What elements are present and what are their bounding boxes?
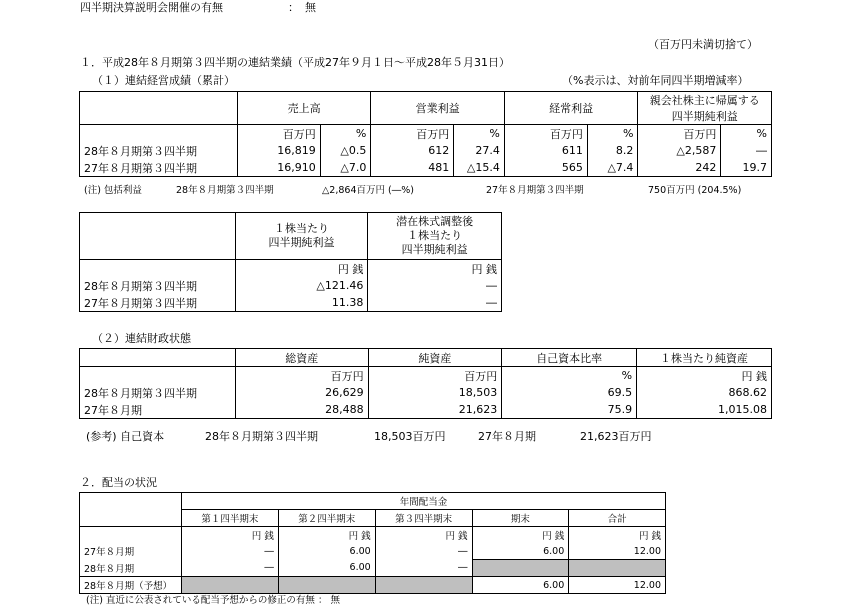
- value-cell: 12.00: [569, 577, 666, 594]
- value-cell: 16,910: [237, 159, 320, 177]
- header-diluted-eps-line3: 四半期純利益: [401, 243, 468, 256]
- table-row: [80, 384, 772, 401]
- value-cell: 18,503: [368, 384, 502, 401]
- section1-title: １．平成28年８月期第３四半期の連結業績（平成27年９月１日～平成28年５月31日）: [80, 56, 510, 69]
- value-cell: 6.00: [278, 543, 375, 560]
- percent-note: （%表示は、対前年同四半期増減率）: [562, 74, 749, 87]
- note-value-2: 750百万円 (204.5%): [648, 185, 742, 196]
- value-cell: △121.46: [235, 277, 368, 294]
- header-diluted-eps-line2: １株当たり: [407, 229, 463, 242]
- shaded-cell: [278, 577, 375, 594]
- value-cell: ―: [721, 142, 772, 159]
- value-cell: 565: [504, 159, 587, 177]
- table-row: [80, 560, 666, 577]
- table-row: [80, 159, 772, 177]
- header-operating-income: 営業利益: [371, 92, 505, 125]
- header-eps: [235, 213, 368, 260]
- briefing-value: 無: [305, 1, 316, 14]
- operating-results-table: [79, 91, 772, 177]
- header-ordinary-income: 経常利益: [504, 92, 638, 125]
- unit-cell: 百万円: [368, 367, 502, 385]
- header-equity-ratio: 自己資本比率: [502, 349, 637, 367]
- note-label: (注) 包括利益: [84, 185, 142, 196]
- header-net-assets: 純資産: [368, 349, 502, 367]
- ref-period-1: 28年８月期第３四半期: [205, 430, 318, 443]
- shaded-cell: [375, 577, 472, 594]
- unit-cell: 百万円: [235, 367, 368, 385]
- value-cell: 611: [504, 142, 587, 159]
- ref-value-2: 21,623百万円: [580, 430, 652, 443]
- value-cell: ―: [181, 560, 278, 577]
- header-year-end: 期末: [472, 510, 569, 527]
- unit-cell: 百万円: [638, 125, 721, 143]
- unit-cell: 百万円: [237, 125, 320, 143]
- value-cell: 28,488: [235, 401, 368, 419]
- ref-value-1: 18,503百万円: [374, 430, 446, 443]
- value-cell: 27.4: [454, 142, 505, 159]
- unit-cell: %: [502, 367, 637, 385]
- unit-row-label: [80, 260, 236, 278]
- value-cell: △15.4: [454, 159, 505, 177]
- value-cell: ―: [368, 294, 502, 312]
- units-note: （百万円未満切捨て）: [648, 38, 758, 51]
- value-cell: △0.5: [320, 142, 371, 159]
- row-label: 28年８月期第３四半期: [80, 142, 238, 159]
- unit-cell: %: [587, 125, 638, 143]
- note-value-1: △2,864百万円 (―%): [322, 185, 414, 196]
- corner-cell: [80, 213, 236, 260]
- value-cell: 75.9: [502, 401, 637, 419]
- value-cell: 6.00: [278, 560, 375, 577]
- header-q3: 第３四半期末: [375, 510, 472, 527]
- unit-cell: %: [454, 125, 505, 143]
- header-net-income-line1: 親会社株主に帰属する: [638, 92, 772, 109]
- value-cell: 21,623: [368, 401, 502, 419]
- value-cell: 868.62: [637, 384, 772, 401]
- value-cell: △7.0: [320, 159, 371, 177]
- header-q2: 第２四半期末: [278, 510, 375, 527]
- table-row: [80, 401, 772, 419]
- unit-cell: 円 銭: [375, 527, 472, 544]
- value-cell: 481: [371, 159, 454, 177]
- unit-cell: 円 銭: [637, 367, 772, 385]
- section1-subtitle: （１）連結経営成績（累計）: [92, 74, 235, 87]
- value-cell: 6.00: [472, 577, 569, 594]
- row-label: 28年８月期（予想）: [80, 577, 182, 594]
- table-row: [80, 142, 772, 159]
- dividends-title: ２．配当の状況: [80, 476, 157, 489]
- unit-cell: 円 銭: [368, 260, 502, 278]
- eps-table: [79, 212, 502, 312]
- unit-cell: 円 銭: [569, 527, 666, 544]
- value-cell: ―: [181, 543, 278, 560]
- header-annual-dividends: 年間配当金: [181, 493, 665, 510]
- note-period-2: 27年８月期第３四半期: [486, 185, 584, 196]
- value-cell: 242: [638, 159, 721, 177]
- shaded-cell: [472, 560, 569, 577]
- value-cell: 8.2: [587, 142, 638, 159]
- dividend-footnote: (注) 直近に公表されている配当予想からの修正の有無 ： 無: [86, 595, 340, 606]
- corner-cell: [80, 349, 236, 367]
- unit-row-label: [80, 367, 236, 385]
- value-cell: 1,015.08: [637, 401, 772, 419]
- shaded-cell: [569, 560, 666, 577]
- briefing-label: 四半期決算説明会開催の有無: [80, 1, 223, 14]
- header-diluted-eps: [368, 213, 502, 260]
- unit-cell: 円 銭: [181, 527, 278, 544]
- value-cell: 12.00: [569, 543, 666, 560]
- table-row: [80, 543, 666, 560]
- section2-subtitle: （２）連結財政状態: [92, 332, 191, 345]
- unit-cell: 百万円: [504, 125, 587, 143]
- value-cell: △2,587: [638, 142, 721, 159]
- table-row: [80, 577, 666, 594]
- corner-cell: [80, 493, 182, 527]
- note-period-1: 28年８月期第３四半期: [176, 185, 274, 196]
- value-cell: 11.38: [235, 294, 368, 312]
- row-label: 28年８月期第３四半期: [80, 384, 236, 401]
- row-label: 28年８月期第３四半期: [80, 277, 236, 294]
- header-q1: 第１四半期末: [181, 510, 278, 527]
- ref-period-2: 27年８月期: [478, 430, 536, 443]
- unit-cell: 百万円: [371, 125, 454, 143]
- value-cell: ―: [375, 543, 472, 560]
- shaded-cell: [181, 577, 278, 594]
- table-row: [80, 277, 502, 294]
- value-cell: ―: [368, 277, 502, 294]
- value-cell: △7.4: [587, 159, 638, 177]
- value-cell: ―: [375, 560, 472, 577]
- header-net-income-line2: 四半期純利益: [638, 108, 772, 125]
- unit-cell: %: [320, 125, 371, 143]
- row-label: 28年８月期: [80, 560, 182, 577]
- header-sales: 売上高: [237, 92, 371, 125]
- briefing-separator: ：: [288, 1, 299, 14]
- row-label: 27年８月期: [80, 543, 182, 560]
- unit-cell: 円 銭: [278, 527, 375, 544]
- unit-cell: 円 銭: [472, 527, 569, 544]
- value-cell: 26,629: [235, 384, 368, 401]
- value-cell: 69.5: [502, 384, 637, 401]
- value-cell: 612: [371, 142, 454, 159]
- header-eps-line2: 四半期純利益: [268, 236, 335, 249]
- unit-row-label: [80, 527, 182, 544]
- header-total-assets: 総資産: [235, 349, 368, 367]
- value-cell: 16,819: [237, 142, 320, 159]
- table-row: [80, 294, 502, 312]
- row-label: 27年８月期第３四半期: [80, 294, 236, 312]
- value-cell: 19.7: [721, 159, 772, 177]
- header-eps-line1: １株当たり: [274, 222, 330, 235]
- unit-cell: 円 銭: [235, 260, 368, 278]
- ref-label: (参考) 自己資本: [86, 430, 165, 443]
- value-cell: 6.00: [472, 543, 569, 560]
- header-total: 合計: [569, 510, 666, 527]
- row-label: 27年８月期第３四半期: [80, 159, 238, 177]
- dividends-table: [79, 492, 666, 594]
- unit-cell: %: [721, 125, 772, 143]
- unit-row-label: [80, 125, 238, 143]
- header-bps: １株当たり純資産: [637, 349, 772, 367]
- corner-cell: [80, 92, 238, 125]
- row-label: 27年８月期: [80, 401, 236, 419]
- header-diluted-eps-line1: 潜在株式調整後: [396, 215, 474, 228]
- financial-position-table: [79, 348, 772, 419]
